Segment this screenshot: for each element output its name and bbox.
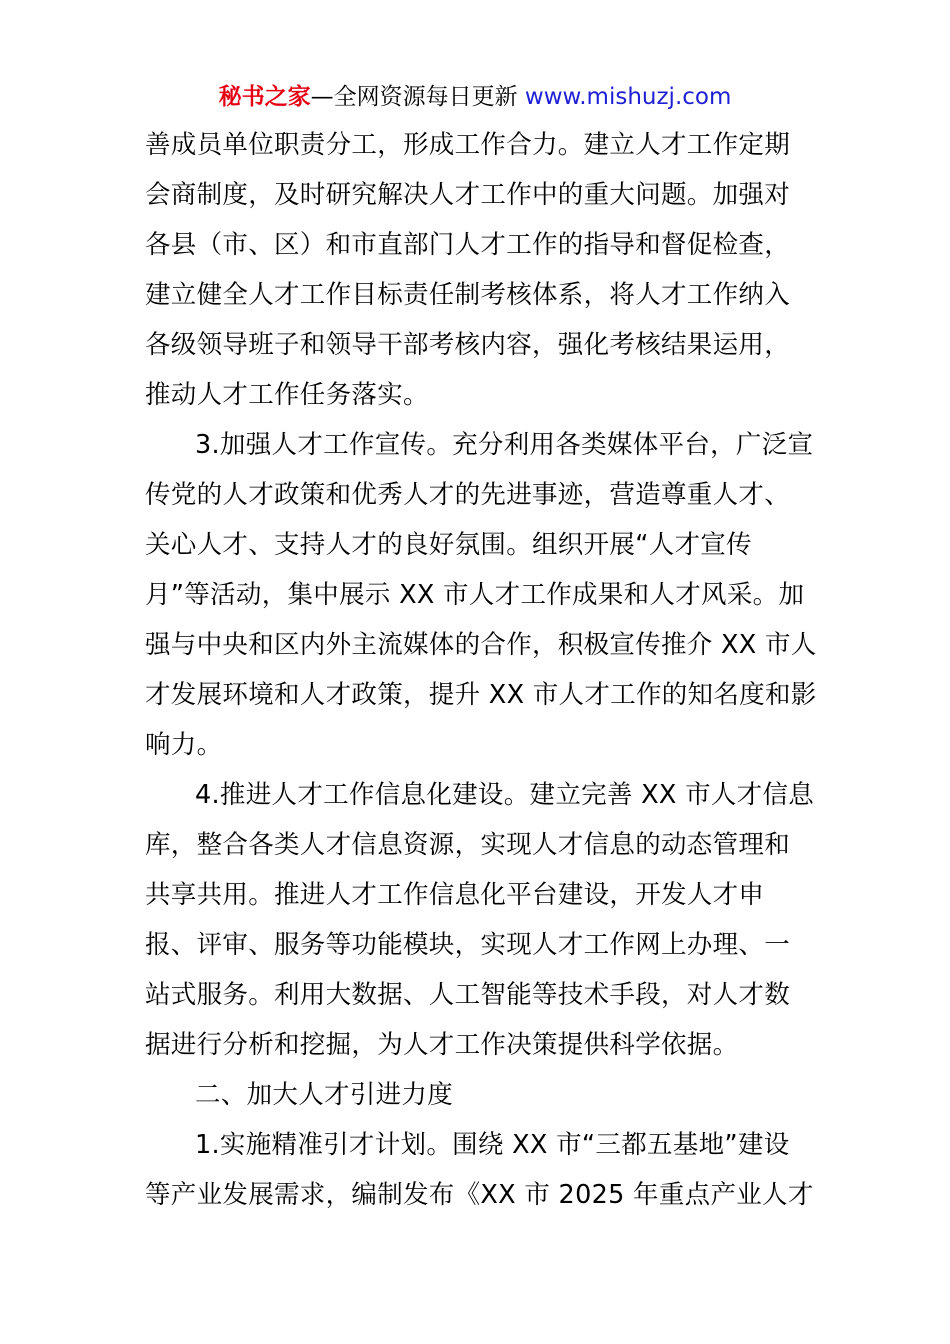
body-line: 建立健全人才工作目标责任制考核体系，将人才工作纳入 bbox=[145, 280, 791, 310]
body-line: 据进行分析和挖掘，为人才工作决策提供科学依据。 bbox=[145, 1030, 739, 1060]
paragraph-start-line: 1.实施精准引才计划。围绕 XX 市“三都五基地”建设 bbox=[195, 1130, 790, 1160]
paragraph-start-line: 3.加强人才工作宣传。充分利用各类媒体平台，广泛宣 bbox=[195, 430, 814, 460]
body-line: 传党的人才政策和优秀人才的先进事迹，营造尊重人才、 bbox=[145, 480, 791, 510]
body-line: 共享共用。推进人才工作信息化平台建设，开发人才申 bbox=[145, 880, 765, 910]
paragraph-start-line: 4.推进人才工作信息化建设。建立完善 XX 市人才信息 bbox=[195, 780, 815, 810]
body-line: 善成员单位职责分工，形成工作合力。建立人才工作定期 bbox=[145, 130, 791, 160]
body-line: 各级领导班子和领导干部考核内容，强化考核结果运用， bbox=[145, 330, 791, 360]
body-line: 各县（市、区）和市直部门人才工作的指导和督促检查， bbox=[145, 230, 791, 260]
body-line: 月”等活动，集中展示 XX 市人才工作成果和人才风采。加 bbox=[145, 580, 805, 610]
body-line: 报、评审、服务等功能模块，实现人才工作网上办理、一 bbox=[145, 930, 791, 960]
site-url-link[interactable]: www.mishuzj.com bbox=[524, 84, 732, 110]
header-tagline: —全网资源每日更新 bbox=[310, 84, 525, 110]
body-line: 会商制度，及时研究解决人才工作中的重大问题。加强对 bbox=[145, 180, 791, 210]
body-line: 推动人才工作任务落实。 bbox=[145, 380, 429, 410]
site-header bbox=[0, 80, 950, 114]
body-line: 站式服务。利用大数据、人工智能等技术手段，对人才数 bbox=[145, 980, 791, 1010]
body-line: 关心人才、支持人才的良好氛围。组织开展“人才宣传 bbox=[145, 530, 752, 560]
brand-name: 秘书之家 bbox=[218, 84, 311, 110]
body-line: 才发展环境和人才政策，提升 XX 市人才工作的知名度和影 bbox=[145, 680, 817, 710]
body-line: 等产业发展需求，编制发布《XX 市 2025 年重点产业人才 bbox=[145, 1180, 814, 1210]
body-line: 库，整合各类人才信息资源，实现人才信息的动态管理和 bbox=[145, 830, 791, 860]
body-line: 响力。 bbox=[145, 730, 223, 760]
section-heading: 二、加大人才引进力度 bbox=[195, 1080, 454, 1110]
body-line: 强与中央和区内外主流媒体的合作，积极宣传推介 XX 市人 bbox=[145, 630, 817, 660]
